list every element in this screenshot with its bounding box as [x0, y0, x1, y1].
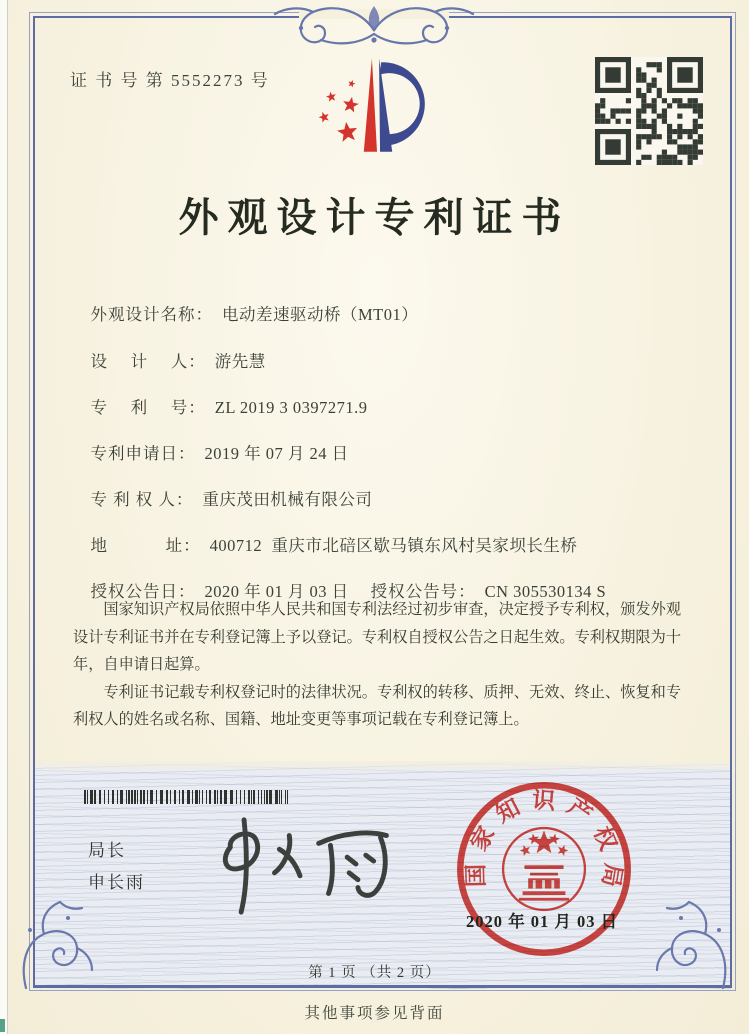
back-note: 其他事项参见背面: [304, 1005, 445, 1022]
scan-artifact: [0, 1019, 5, 1032]
field-value: 重庆茂田机械有限公司: [202, 490, 373, 509]
scan-page-edge: [0, 0, 8, 1034]
seal-date: 2020 年 01 月 03 日: [466, 912, 619, 931]
qr-code-icon: [595, 57, 703, 165]
field-label: 外观设计名称：: [90, 305, 213, 324]
page-number: 第 1 页 （共 2 页）: [308, 965, 441, 981]
legal-text-block: [73, 596, 681, 734]
cnipa-round-seal-icon: [451, 776, 637, 962]
field-label: 专 利 号：: [90, 398, 206, 417]
field-value: 电动差速驱动桥（MT01）: [222, 305, 419, 324]
seal-text: 国家知识产权局: [463, 787, 627, 899]
field-label: 地 址：: [90, 536, 201, 555]
cnipa-patent-logo-icon: [316, 40, 438, 164]
certificate-title: 外观设计专利证书: [178, 195, 571, 240]
certificate-number: 证 书 号 第 5552273 号: [70, 71, 270, 90]
field-value: 游先慧: [214, 352, 266, 371]
field-label: 设 计 人：: [90, 352, 206, 371]
barcode-icon: [84, 790, 288, 804]
grant-number-label: 授权公告号：: [370, 582, 476, 601]
legal-paragraph: 国家知识产权局依照中华人民共和国专利法经过初步审查，决定授予专利权，颁发外观设计专利证书并在专利登记簿上予以登记。专利权自授权公告之日起生效。专利权期限为十年，自申请日起算。: [73, 601, 681, 674]
field-value: ZL 2019 3 0397271.9: [214, 398, 368, 417]
grant-date-value: 2020 年 01 月 03 日: [204, 582, 349, 601]
field-label: 专利申请日：: [90, 444, 196, 463]
field-value: 400712 重庆市北碚区歇马镇东风村吴家坝长生桥: [209, 536, 578, 555]
signer-role: 局长: [88, 841, 126, 860]
grant-number-value: CN 305530134 S: [484, 582, 607, 601]
field-label: 专 利 权 人：: [90, 490, 194, 509]
signer-name: 申长雨: [88, 873, 145, 892]
legal-paragraph: 专利证书记载专利权登记时的法律状况。专利权的转移、质押、无效、终止、恢复和专利权人的姓名或名称、国籍、地址变更等事项记载在专利登记簿上。: [73, 683, 681, 729]
grant-date-label: 授权公告日：: [90, 582, 196, 601]
field-value: 2019 年 07 月 24 日: [204, 444, 349, 463]
handwritten-signature-icon: [192, 810, 410, 918]
